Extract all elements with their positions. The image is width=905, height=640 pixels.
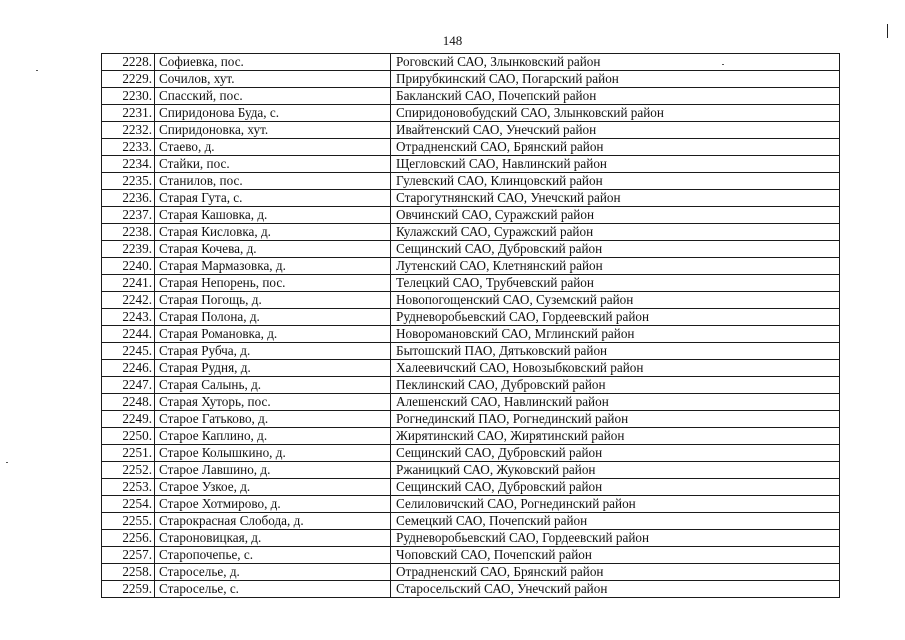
settlement-name: Старая Непорень, пос. xyxy=(155,275,391,292)
district-name: Бытошский ПАО, Дятьковский район xyxy=(391,343,840,360)
settlement-name: Старая Кашовка, д. xyxy=(155,207,391,224)
row-number: 2245. xyxy=(102,343,155,360)
table-row xyxy=(102,292,840,309)
row-number: 2236. xyxy=(102,190,155,207)
table-row xyxy=(102,105,840,122)
table-row xyxy=(102,156,840,173)
district-name: Жирятинский САО, Жирятинский район xyxy=(391,428,840,445)
scan-speck xyxy=(6,462,8,463)
settlement-name: Старое Колышкино, д. xyxy=(155,445,391,462)
table-row xyxy=(102,190,840,207)
row-number: 2233. xyxy=(102,139,155,156)
district-name: Старогутнянский САО, Унечский район xyxy=(391,190,840,207)
row-number: 2253. xyxy=(102,479,155,496)
table-row xyxy=(102,513,840,530)
settlement-name: Старая Романовка, д. xyxy=(155,326,391,343)
row-number: 2259. xyxy=(102,581,155,598)
row-number: 2240. xyxy=(102,258,155,275)
settlement-name: Софиевка, пос. xyxy=(155,54,391,71)
row-number: 2248. xyxy=(102,394,155,411)
table-row xyxy=(102,88,840,105)
district-name: Алешенский САО, Навлинский район xyxy=(391,394,840,411)
settlement-name: Старая Рудня, д. xyxy=(155,360,391,377)
district-name: Спиридоновобудский САО, Злынковский район xyxy=(391,105,840,122)
row-number: 2244. xyxy=(102,326,155,343)
district-name: Ивайтенский САО, Унечский район xyxy=(391,122,840,139)
district-name: Семецкий САО, Почепский район xyxy=(391,513,840,530)
district-name: Селиловичский САО, Рогнединский район xyxy=(391,496,840,513)
settlement-name: Старая Салынь, д. xyxy=(155,377,391,394)
settlement-name: Стаево, д. xyxy=(155,139,391,156)
settlement-name: Старое Каплино, д. xyxy=(155,428,391,445)
table-row xyxy=(102,462,840,479)
district-name: Кулажский САО, Суражский район xyxy=(391,224,840,241)
district-name: Щегловский САО, Навлинский район xyxy=(391,156,840,173)
row-number: 2243. xyxy=(102,309,155,326)
table-row xyxy=(102,428,840,445)
row-number: 2230. xyxy=(102,88,155,105)
row-number: 2229. xyxy=(102,71,155,88)
district-name: Старосельский САО, Унечский район xyxy=(391,581,840,598)
row-number: 2255. xyxy=(102,513,155,530)
row-number: 2238. xyxy=(102,224,155,241)
table-row xyxy=(102,54,840,71)
district-name: Новоромановский САО, Мглинский район xyxy=(391,326,840,343)
table-row xyxy=(102,309,840,326)
row-number: 2252. xyxy=(102,462,155,479)
table-row xyxy=(102,207,840,224)
district-name: Новопогощенский САО, Суземский район xyxy=(391,292,840,309)
table-row xyxy=(102,581,840,598)
table-row xyxy=(102,139,840,156)
table-row xyxy=(102,496,840,513)
table-row xyxy=(102,411,840,428)
settlement-name: Спиридоновка, хут. xyxy=(155,122,391,139)
district-name: Прирубкинский САО, Погарский район xyxy=(391,71,840,88)
district-name: Роговский САО, Злынковский район xyxy=(391,54,840,71)
row-number: 2257. xyxy=(102,547,155,564)
district-name: Гулевский САО, Клинцовский район xyxy=(391,173,840,190)
table-row xyxy=(102,530,840,547)
table-row xyxy=(102,71,840,88)
table-row xyxy=(102,547,840,564)
settlement-name: Стайки, пос. xyxy=(155,156,391,173)
settlement-name: Сочилов, хут. xyxy=(155,71,391,88)
row-number: 2231. xyxy=(102,105,155,122)
table-row xyxy=(102,445,840,462)
settlement-name: Староновицкая, д. xyxy=(155,530,391,547)
settlement-name: Староселье, д. xyxy=(155,564,391,581)
settlement-name: Старое Узкое, д. xyxy=(155,479,391,496)
row-number: 2234. xyxy=(102,156,155,173)
table-row xyxy=(102,173,840,190)
settlement-name: Старая Гута, с. xyxy=(155,190,391,207)
row-number: 2241. xyxy=(102,275,155,292)
settlement-name: Спасский, пос. xyxy=(155,88,391,105)
district-name: Халеевичский САО, Новозыбковский район xyxy=(391,360,840,377)
district-name: Рогнединский ПАО, Рогнединский район xyxy=(391,411,840,428)
row-number: 2242. xyxy=(102,292,155,309)
row-number: 2254. xyxy=(102,496,155,513)
settlement-name: Старая Кочева, д. xyxy=(155,241,391,258)
table-row xyxy=(102,360,840,377)
district-name: Лутенский САО, Клетнянский район xyxy=(391,258,840,275)
margin-mark xyxy=(887,24,888,38)
row-number: 2239. xyxy=(102,241,155,258)
row-number: 2256. xyxy=(102,530,155,547)
table-body xyxy=(102,54,840,598)
district-name: Чоповский САО, Почепский район xyxy=(391,547,840,564)
row-number: 2258. xyxy=(102,564,155,581)
district-name: Отрадненский САО, Брянский район xyxy=(391,139,840,156)
district-name: Овчинский САО, Суражский район xyxy=(391,207,840,224)
settlement-name: Старокрасная Слобода, д. xyxy=(155,513,391,530)
settlement-name: Староселье, с. xyxy=(155,581,391,598)
table-row xyxy=(102,564,840,581)
table-row xyxy=(102,326,840,343)
district-name: Сещинский САО, Дубровский район xyxy=(391,479,840,496)
settlement-name: Старое Гатьково, д. xyxy=(155,411,391,428)
settlement-name: Старая Погощь, д. xyxy=(155,292,391,309)
settlement-name: Старая Полона, д. xyxy=(155,309,391,326)
settlement-name: Старая Хуторь, пос. xyxy=(155,394,391,411)
table-row xyxy=(102,479,840,496)
scan-speck xyxy=(36,70,38,71)
district-name: Сещинский САО, Дубровский район xyxy=(391,241,840,258)
settlement-name: Старое Хотмирово, д. xyxy=(155,496,391,513)
row-number: 2246. xyxy=(102,360,155,377)
page-number: 148 xyxy=(442,33,463,48)
settlement-name: Старое Лавшино, д. xyxy=(155,462,391,479)
settlement-name: Старая Кисловка, д. xyxy=(155,224,391,241)
row-number: 2250. xyxy=(102,428,155,445)
settlement-name: Станилов, пос. xyxy=(155,173,391,190)
table-row xyxy=(102,377,840,394)
district-name: Рудневоробьевский САО, Гордеевский район xyxy=(391,309,840,326)
settlement-name: Спиридонова Буда, с. xyxy=(155,105,391,122)
district-name: Пеклинский САО, Дубровский район xyxy=(391,377,840,394)
table-row xyxy=(102,394,840,411)
row-number: 2232. xyxy=(102,122,155,139)
settlement-name: Старопочепье, с. xyxy=(155,547,391,564)
row-number: 2237. xyxy=(102,207,155,224)
district-name: Бакланский САО, Почепский район xyxy=(391,88,840,105)
settlement-name: Старая Рубча, д. xyxy=(155,343,391,360)
table-row xyxy=(102,343,840,360)
district-name: Ржаницкий САО, Жуковский район xyxy=(391,462,840,479)
table-row xyxy=(102,224,840,241)
table-row xyxy=(102,122,840,139)
settlements-table xyxy=(101,53,840,598)
district-name: Отрадненский САО, Брянский район xyxy=(391,564,840,581)
table-row xyxy=(102,258,840,275)
district-name: Рудневоробьевский САО, Гордеевский район xyxy=(391,530,840,547)
row-number: 2249. xyxy=(102,411,155,428)
settlement-name: Старая Мармазовка, д. xyxy=(155,258,391,275)
row-number: 2228. xyxy=(102,54,155,71)
table-row xyxy=(102,241,840,258)
table-row xyxy=(102,275,840,292)
district-name: Телецкий САО, Трубчевский район xyxy=(391,275,840,292)
row-number: 2251. xyxy=(102,445,155,462)
district-name: Сещинский САО, Дубровский район xyxy=(391,445,840,462)
row-number: 2247. xyxy=(102,377,155,394)
row-number: 2235. xyxy=(102,173,155,190)
